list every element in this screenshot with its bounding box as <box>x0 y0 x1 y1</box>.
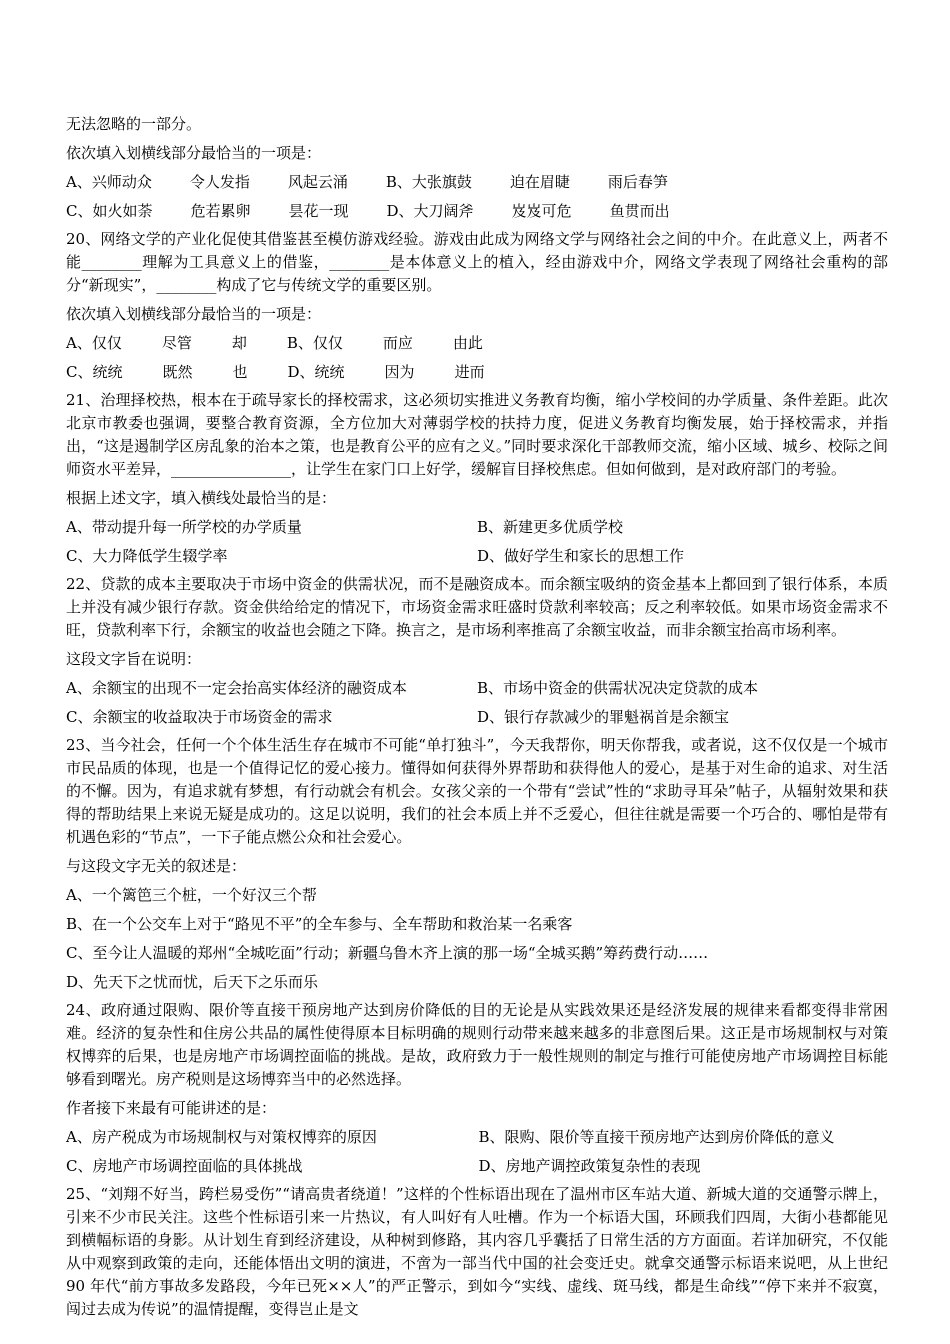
q20-options-row-1 <box>66 331 888 355</box>
q24-prompt: 作者接下来最有可能讲述的是： <box>66 1099 277 1117</box>
q20-option-d[interactable]: D、统统 <box>287 363 345 381</box>
q22-prompt: 这段文字旨在说明： <box>66 650 202 668</box>
q20-option-a-word-3: 却 <box>231 334 247 352</box>
q23-prompt: 与这段文字无关的叙述是： <box>66 857 247 875</box>
q20-option-d-word-2: 因为 <box>384 363 415 381</box>
q21-stem: 21、治理择校热，根本在于疏导家长的择校需求，这必须切实推进义务教育均衡，缩小学校间的办学质量、条件差距。此次北京市教委也强调，要整合教育资源，全方位加大对薄弱学校的扶持力度，促进义务教育均衡发展，始于择校需求，并指出，“这是遏制学区房乱象的治本之策，也是教育公平的应有之义。”同时要求深化干部教师交流，缩小区域、城乡、校际之间师资水平差异，________________，让学生在家门口上好学，缓解盲目择校焦虑。但如何做到，是对政府部门的考验。 <box>66 391 888 478</box>
q21-options-row-1 <box>66 515 888 539</box>
q20-prompt: 依次填入划横线部分最恰当的一项是： <box>66 305 322 323</box>
q24-options-row-2 <box>66 1154 888 1178</box>
q19-option-c-word-3: 昙花一现 <box>288 202 349 220</box>
q20-option-d-word-3: 进而 <box>454 363 485 381</box>
q19-prompt: 依次填入划横线部分最恰当的一项是： <box>66 144 322 162</box>
q19-option-d[interactable]: D、大刀阔斧 <box>386 202 474 220</box>
q20-option-b-word-2: 而应 <box>382 334 413 352</box>
q19-option-d-word-2: 岌岌可危 <box>511 202 572 220</box>
q20-options-row-2 <box>66 360 888 384</box>
q22-option-d[interactable]: D、银行存款减少的罪魁祸首是余额宝 <box>477 708 730 726</box>
q22-option-c[interactable]: C、余额宝的收益取决于市场资金的需求 <box>66 708 333 726</box>
q21-option-a[interactable]: A、带动提升每一所学校的办学质量 <box>66 518 302 536</box>
q19-option-a-word-3: 风起云涌 <box>287 173 348 191</box>
document-page <box>66 112 888 1326</box>
q19-option-b[interactable]: B、大张旗鼓 <box>385 173 472 191</box>
q21-option-d[interactable]: D、做好学生和家长的思想工作 <box>477 547 685 565</box>
q19-options-row-2 <box>66 199 888 223</box>
q22-option-b[interactable]: B、市场中资金的供需状况决定贷款的成本 <box>477 679 759 697</box>
q20-option-c-word-2: 既然 <box>162 363 193 381</box>
q24-option-c[interactable]: C、房地产市场调控面临的具体挑战 <box>66 1157 303 1175</box>
q24-stem: 24、政府通过限购、限价等直接干预房地产达到房价降低的目的无论是从实践效果还是经济发展的规律来看都变得非常困难。经济的复杂性和住房公共品的属性使得原本目标明确的规则行动带来越来越多的非意图后果。这正是市场规制权与对策权博弈的后果，也是房地产市场调控面临的挑战。是故，政府致力于一般性规则的制定与推行可能使房地产市场调控目标能够看到曙光。房产税则是这场博弈当中的必然选择。 <box>66 1001 888 1088</box>
q21-option-b[interactable]: B、新建更多优质学校 <box>477 518 624 536</box>
q25-stem: 25、“刘翔不好当，跨栏易受伤”“请高贵者绕道！”这样的个性标语出现在了温州市区车站大道、新城大道的交通警示牌上，引来不少市民关注。这些个性标语引来一片热议，有人叫好有人吐槽。作为一个标语大国，环顾我们四周，大街小巷都能见到横幅标语的身影。从计划生育到经济建设，从种树到修路，其内容几乎囊括了日常生活的方方面面。若详加研究，不仅能从中观察到政策的走向，还能体悟出文明的演进，不啻为一部当代中国的社会变迁史。就拿交通警示标语来说吧，从上世纪 90 年代“前方事故多发路段，今年已死××人”的严正警示，到如今“实线、虚线、斑马线，都是生命线”“停下来并不寂寞，闯过去成为传说”的温情提醒，变得岂止是文 <box>66 1185 888 1318</box>
q20-option-a-word-2: 尽管 <box>161 334 192 352</box>
q19-option-a[interactable]: A、兴师动众 <box>66 173 152 191</box>
q22-options-row-1 <box>66 676 888 700</box>
q20-option-b[interactable]: B、仅仅 <box>286 334 343 352</box>
q20-stem: 20、网络文学的产业化促使其借鉴甚至模仿游戏经验。游戏由此成为网络文学与网络社会之间的中介。在此意义上，两者不能________理解为工具意义上的借鉴，________是本体意义上的植入，经由游戏中介，网络文学表现了网络社会重构的部分“新现实”，________构成了它与传统文学的重要区别。 <box>66 230 888 294</box>
q20-option-a[interactable]: A、仅仅 <box>66 334 122 352</box>
q23-option-a[interactable]: A、一个篱笆三个桩，一个好汉三个帮 <box>66 886 317 904</box>
q19-option-c-word-2: 危若累卵 <box>190 202 251 220</box>
q23-option-b[interactable]: B、在一个公交车上对于“路见不平”的全车参与、全车帮助和救治某一名乘客 <box>66 915 573 933</box>
q19-option-c[interactable]: C、如火如荼 <box>66 202 153 220</box>
q24-option-b[interactable]: B、限购、限价等直接干预房地产达到房价降低的意义 <box>478 1128 835 1146</box>
q22-option-a[interactable]: A、余额宝的出现不一定会抬高实体经济的融资成本 <box>66 679 407 697</box>
q20-option-b-word-3: 由此 <box>452 334 483 352</box>
q19-options-row-1 <box>66 170 888 194</box>
q20-option-c-word-3: 也 <box>232 363 248 381</box>
q19-option-b-word-2: 迫在眉睫 <box>509 173 570 191</box>
q19-option-a-word-2: 令人发指 <box>189 173 250 191</box>
q22-options-row-2 <box>66 705 888 729</box>
q23-option-c[interactable]: C、至今让人温暖的郑州“全城吃面”行动；新疆乌鲁木齐上演的那一场“全城买鹅”筹药费行动…… <box>66 944 709 962</box>
q20-option-c[interactable]: C、统统 <box>66 363 123 381</box>
q24-option-d[interactable]: D、房地产调控政策复杂性的表现 <box>478 1157 701 1175</box>
q21-options-row-2 <box>66 544 888 568</box>
q19-tail-text: 无法忽略的一部分。 <box>66 115 202 133</box>
q19-option-b-word-3: 雨后春笋 <box>607 173 668 191</box>
q24-options-row-1 <box>66 1125 888 1149</box>
q23-option-d[interactable]: D、先天下之忧而忧，后天下之乐而乐 <box>66 973 319 991</box>
q23-stem: 23、当今社会，任何一个个体生活生存在城市不可能“单打独斗”，今天我帮你，明天你帮我，或者说，这不仅仅是一个城市市民品质的体现，也是一个值得记忆的爱心接力。懂得如何获得外界帮助和获得他人的爱心，是基于对生命的追求、对生活的不懈。因为，有追求就有梦想，有行动就会有机会。女孩父亲的一个带有“尝试”性的“求助寻耳朵”帖子，从辐射效果和获得的帮助结果上来说无疑是成功的。这足以说明，我们的社会本质上并不乏爱心，但往往就是需要一个巧合的、哪怕是带有机遇色彩的“节点”，一下子能点燃公众和社会爱心。 <box>66 736 888 846</box>
q21-prompt: 根据上述文字，填入横线处最恰当的是： <box>66 489 337 507</box>
q21-option-c[interactable]: C、大力降低学生辍学率 <box>66 547 228 565</box>
q22-stem: 22、贷款的成本主要取决于市场中资金的供需状况，而不是融资成本。而余额宝吸纳的资金基本上都回到了银行体系，本质上并没有减少银行存款。资金供给给定的情况下，市场资金需求旺盛时贷款利率较高；反之利率较低。如果市场资金需求不旺，贷款利率下行，余额宝的收益也会随之下降。换言之，是市场利率推高了余额宝收益，而非余额宝抬高市场利率。 <box>66 575 888 639</box>
q24-option-a[interactable]: A、房产税成为市场规制权与对策权博弈的原因 <box>66 1128 377 1146</box>
q19-option-d-word-3: 鱼贯而出 <box>609 202 670 220</box>
